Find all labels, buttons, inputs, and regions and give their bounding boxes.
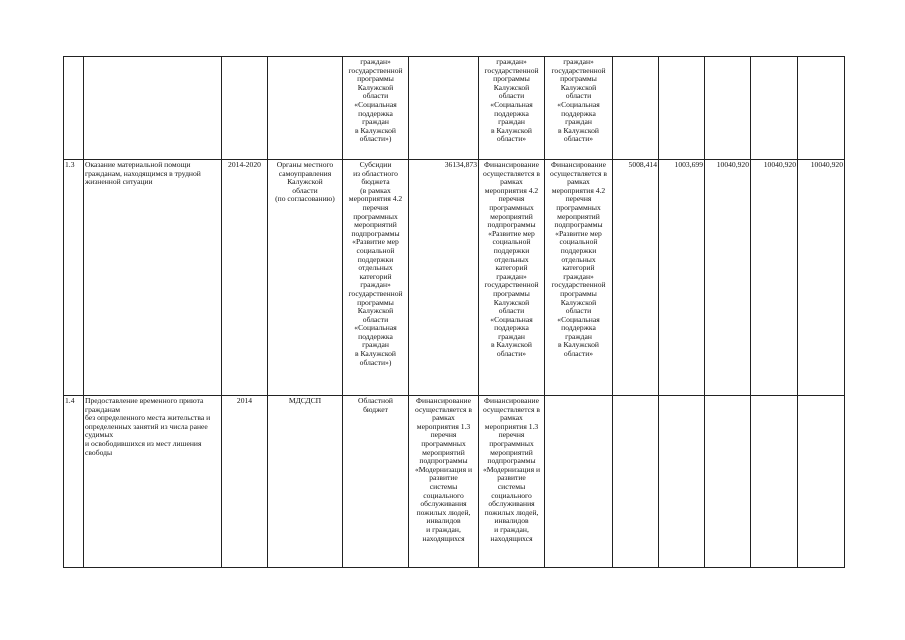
cell-year-2014: Финансирование осуществляется в рамках мероприятия 1.3 перечня программных мероприятий подпрограммы «Модернизация и развитие системы социального обслуживания пожилых людей, инвалидов и граждан, находящихся: [479, 396, 545, 568]
cell-year-2014: Финансирование осуществляется в рамках мероприятия 4.2 перечня программных мероприятий подпрограммы «Развитие мер социальной поддержки отдельных категорий граждан» государственной программы Калужской области «Социальная поддержка граждан в Калужской области»: [479, 160, 545, 396]
cell-year-2018: 10040,920: [705, 160, 751, 396]
cell-year-2018: [705, 396, 751, 568]
cell-period: [222, 57, 268, 160]
cell-year-2020: [798, 57, 845, 160]
cell-year-2016: 5008,414: [613, 160, 659, 396]
cell-year-2015: Финансирование осуществляется в рамках мероприятия 4.2 перечня программных мероприятий подпрограммы «Развитие мер социальной поддержки отдельных категорий граждан» государственной программы Калужской области «Социальная поддержка граждан в Калужской области»: [545, 160, 613, 396]
program-table: [63, 56, 845, 568]
cell-executor: [268, 57, 343, 160]
cell-name: [84, 57, 222, 160]
cell-year-2014: граждан» государственной программы Калужской области «Социальная поддержка граждан в Калужской области»: [479, 57, 545, 160]
cell-year-2016: [613, 57, 659, 160]
cell-year-2016: [613, 396, 659, 568]
cell-name: Предоставление временного приюта гражданам без определенного места жительства и определенных занятий из числа ранее судимых и освободившихся из мест лишения свободы: [84, 396, 222, 568]
cell-source: Субсидии из областного бюджета (в рамках мероприятия 4.2 перечня программных мероприятий подпрограммы «Развитие мер социальной поддержки отдельных категорий граждан» государственной программы Калужской области «Социальная поддержка граждан в Калужской области»): [343, 160, 409, 396]
cell-year-2017: [659, 396, 705, 568]
cell-executor: МДСДСП: [268, 396, 343, 568]
cell-num: [64, 57, 84, 160]
cell-total: 36134,873: [409, 160, 479, 396]
table-row-1-3: [64, 160, 845, 396]
cell-year-2019: [751, 396, 798, 568]
cell-year-2015: граждан» государственной программы Калужской области «Социальная поддержка граждан в Калужской области»: [545, 57, 613, 160]
cell-year-2020: 10040,920: [798, 160, 845, 396]
table-row-continuation: [64, 57, 845, 160]
cell-year-2020: [798, 396, 845, 568]
cell-num: 1.4: [64, 396, 84, 568]
cell-total: [409, 57, 479, 160]
cell-executor: Органы местного самоуправления Калужской области (по согласованию): [268, 160, 343, 396]
table-row-1-4: [64, 396, 845, 568]
cell-year-2019: 10040,920: [751, 160, 798, 396]
cell-source: граждан» государственной программы Калужской области «Социальная поддержка граждан в Калужской области»): [343, 57, 409, 160]
cell-period: 2014: [222, 396, 268, 568]
cell-period: 2014-2020: [222, 160, 268, 396]
cell-year-2018: [705, 57, 751, 160]
cell-total: Финансирование осуществляется в рамках мероприятия 1.3 перечня программных мероприятий подпрограммы «Модернизация и развитие системы социального обслуживания пожилых людей, инвалидов и граждан, находящихся: [409, 396, 479, 568]
cell-year-2017: [659, 57, 705, 160]
cell-name: Оказание материальной помощи гражданам, находящимся в трудной жизненной ситуации: [84, 160, 222, 396]
cell-year-2017: 1003,699: [659, 160, 705, 396]
cell-source: Областной бюджет: [343, 396, 409, 568]
cell-year-2015: [545, 396, 613, 568]
cell-num: 1.3: [64, 160, 84, 396]
cell-year-2019: [751, 57, 798, 160]
